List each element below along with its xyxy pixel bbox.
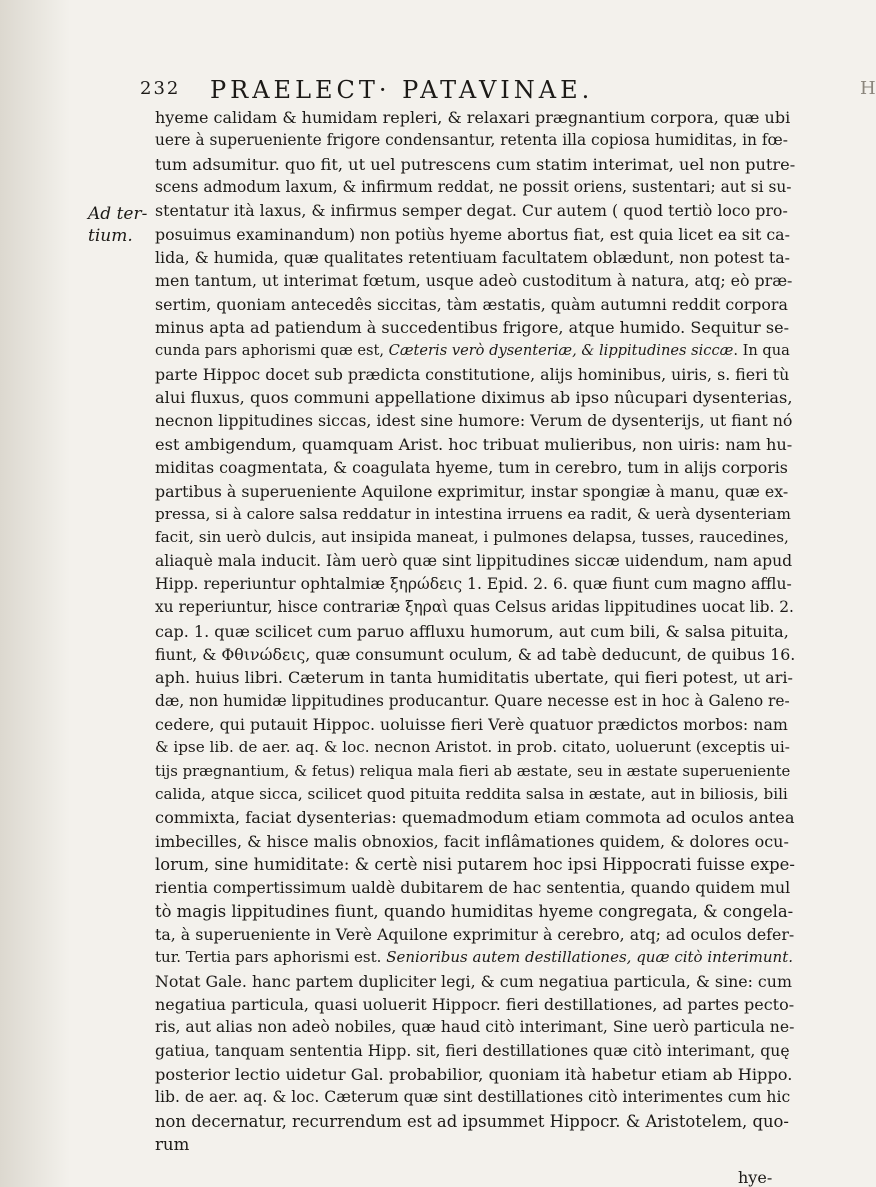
text-line <box>155 456 795 479</box>
text-line <box>155 830 795 853</box>
page-number: 232 <box>140 78 181 99</box>
text-line <box>155 690 795 713</box>
text-segment: lorum, sine humiditate: & certè nisi putarem hoc ipsi Hippocrati fuisse expe- <box>155 855 795 874</box>
text-segment: tur. Tertia pars aphorismi est. <box>155 948 387 967</box>
text-line <box>155 713 795 736</box>
text-line <box>155 526 795 549</box>
text-line <box>155 946 795 969</box>
body-text <box>155 106 795 1156</box>
text-line <box>155 900 795 923</box>
text-segment: rientia compertissimum ualdè dubitarem de hac sententia, quando quidem mul <box>155 878 791 898</box>
text-line <box>155 1086 795 1109</box>
page-gutter-shadow <box>0 0 70 1187</box>
text-segment: negatiua particula, quasi uoluerit Hippocr. fieri destillationes, ad partes pecto- <box>155 995 795 1015</box>
text-line <box>155 993 795 1016</box>
text-segment: minus apta ad patiendum à succedentibus frigore, atque humido. Sequitur se- <box>155 318 789 338</box>
catchword: hye- <box>738 1168 773 1187</box>
text-line <box>155 970 795 993</box>
text-line <box>155 736 795 759</box>
text-line <box>155 246 795 269</box>
text-line <box>155 876 795 899</box>
text-segment: est ambigendum, quamquam Arist. hoc tribuat mulieribus, non uiris: nam hu- <box>155 434 793 454</box>
text-line <box>155 853 795 876</box>
text-line <box>155 1110 795 1133</box>
text-segment: non decernatur, recurrendum est ad ipsummet Hippocr. & Aristotelem, quo- <box>155 1111 789 1131</box>
text-segment: gatiua, tanquam sententia Hipp. sit, fieri destillationes quæ citò interimant, quę <box>155 1041 790 1060</box>
text-line <box>155 923 795 946</box>
text-line <box>155 1133 795 1156</box>
text-line <box>155 1016 795 1039</box>
running-head: PRAELECT· PATAVINAE. <box>210 76 594 104</box>
text-line <box>155 666 795 689</box>
text-segment: cap. 1. quæ scilicet cum paruo affluxu humorum, aut cum bili, & salsa pituita, <box>155 621 789 641</box>
text-line <box>155 409 795 432</box>
text-segment: . In qua <box>733 342 790 360</box>
text-line <box>155 643 795 666</box>
text-segment: scens admodum laxum, & infirmum reddat, ne possit oriens, sustentari; aut si su- <box>155 178 792 197</box>
text-segment: lib. de aer. aq. & loc. Cæterum quæ sint destillationes citò interimentes cum hic <box>155 1088 791 1107</box>
text-line <box>155 1063 795 1086</box>
text-segment: & ipse lib. de aer. aq. & loc. necnon Aristot. in prob. citato, uoluerunt (exceptis ui- <box>155 738 790 757</box>
text-segment: parte Hippoc docet sub prædicta constitutione, alijs hominibus, uiris, s. fieri tù <box>155 364 790 384</box>
text-line <box>155 480 795 503</box>
text-segment: stentatur ità laxus, & infirmus semper degat. Cur autem ( quod tertiò loco pro- <box>155 201 788 221</box>
text-line <box>155 316 795 339</box>
text-segment: dæ, non humidæ lippitudines producantur. Quare necesse est in hoc à Galeno re- <box>155 691 790 710</box>
text-segment: aph. huius libri. Cæterum in tanta humiditatis ubertate, qui fieri potest, ut ari- <box>155 668 793 688</box>
text-segment: calida, atque sicca, scilicet quod pituita reddita salsa in æstate, aut in biliosis, bili <box>155 784 788 803</box>
side-marker: H <box>860 78 876 99</box>
text-line <box>155 129 795 152</box>
text-segment: aliaquè mala inducit. Iàm uerò quæ sint lippitudines siccæ uidendum, nam apud <box>155 551 793 570</box>
text-segment: Hipp. reperiuntur ophtalmiæ ξηρώδεις 1. Epid. 2. 6. quæ fiunt cum magno afflu- <box>155 574 792 593</box>
text-segment: fiunt, & Φθινώδεις, quæ consumunt oculum, & ad tabè deducunt, de quibus 16. <box>155 644 796 664</box>
page-header <box>140 76 876 104</box>
italic-quote: Cæteris verò dysenteriæ, & lippitudines siccæ <box>388 342 734 360</box>
text-segment: uere à superueniente frigore condensantur, retenta illa copiosa humiditas, in fœ- <box>155 131 788 150</box>
text-segment: facit, sin uerò dulcis, aut insipida maneat, i pulmones delapsa, tusses, raucedines, <box>155 528 789 547</box>
text-segment: posuimus examinandum) non potiùs hyeme abortus fiat, est quia licet ea sit ca- <box>155 224 790 244</box>
text-line <box>155 339 795 362</box>
text-line <box>155 760 795 783</box>
text-line <box>155 596 795 619</box>
text-segment: commixta, faciat dysenterias: quemadmodum etiam commota ad oculos antea <box>155 808 795 828</box>
text-line <box>155 806 795 829</box>
text-segment: hyeme calidam & humidam repleri, & relaxari prægnantium corpora, quæ ubi <box>155 108 791 127</box>
text-segment: imbecilles, & hisce malis obnoxios, facit inflâmationes quidem, & dolores ocu- <box>155 831 789 851</box>
text-segment: Notat Gale. hanc partem dupliciter legi, & cum negatiua particula, & sine: cum <box>155 971 792 991</box>
text-segment: men tantum, ut interimat fœtum, usque adeò custoditum à natura, atq; eò præ- <box>155 271 793 291</box>
text-line <box>155 503 795 526</box>
text-segment: lida, & humida, quæ qualitates retentiuam facultatem oblædunt, non potest ta- <box>155 248 790 268</box>
text-segment: ris, aut alias non adeò nobiles, quæ haud citò interimant, Sine uerò particula ne- <box>155 1018 795 1037</box>
text-line <box>155 223 795 246</box>
text-line <box>155 153 795 176</box>
text-line <box>155 620 795 643</box>
italic-quote: Senioribus autem destillationes, quæ citò interimunt. <box>386 948 794 967</box>
text-segment: sertim, quoniam antecedês siccitas, tàm æstatis, quàm autumni reddit corpora <box>155 294 788 314</box>
text-line <box>155 199 795 222</box>
text-line <box>155 176 795 199</box>
text-line <box>155 386 795 409</box>
text-segment: miditas coagmentata, & coagulata hyeme, tum in cerebro, tum in alijs corporis <box>155 458 788 478</box>
margin-note-line: tium. <box>88 226 133 246</box>
text-segment: necnon lippitudines siccas, idest sine humore: Verum de dysenterijs, ut fiant nó <box>155 411 793 431</box>
text-line <box>155 1040 795 1063</box>
text-segment: partibus à superueniente Aquilone exprimitur, instar spongiæ à manu, quæ ex- <box>155 481 789 501</box>
text-segment: pressa, si à calore salsa reddatur in intestina irruens ea radit, & uerà dysenteriam <box>155 504 791 523</box>
margin-note-line: Ad ter- <box>88 204 148 224</box>
margin-note <box>88 203 147 247</box>
text-segment: posterior lectio uidetur Gal. probabilior, quoniam ità habetur etiam ab Hippo. <box>155 1065 793 1085</box>
text-segment: alui fluxus, quos communi appellatione diximus ab ipso nûcupari dysenterias, <box>155 388 793 408</box>
text-segment: tum adsumitur. quo fit, ut uel putrescens cum statim interimat, uel non putre- <box>155 154 796 174</box>
text-line <box>155 293 795 316</box>
text-segment: tò magis lippitudines fiunt, quando humiditas hyeme congregata, & congela- <box>155 901 794 921</box>
text-line <box>155 106 795 129</box>
text-segment: cedere, qui putauit Hippoc. uoluisse fieri Verè quatuor prædictos morbos: nam <box>155 714 788 734</box>
text-line <box>155 433 795 456</box>
text-segment: tijs prægnantium, & fetus) reliqua mala fieri ab æstate, seu in æstate superueniente <box>155 762 791 780</box>
text-line <box>155 550 795 573</box>
text-segment: rum <box>155 1135 190 1155</box>
text-line <box>155 269 795 292</box>
text-line <box>155 363 795 386</box>
text-line <box>155 573 795 596</box>
text-line <box>155 783 795 806</box>
text-segment: xu reperiuntur, hisce contrariæ ξηραὶ quas Celsus aridas lippitudines uocat lib. 2. <box>155 598 794 617</box>
text-segment: cunda pars aphorismi quæ est, <box>155 342 389 360</box>
text-segment: ta, à superueniente in Verè Aquilone exprimitur à cerebro, atq; ad oculos defer- <box>155 925 795 945</box>
